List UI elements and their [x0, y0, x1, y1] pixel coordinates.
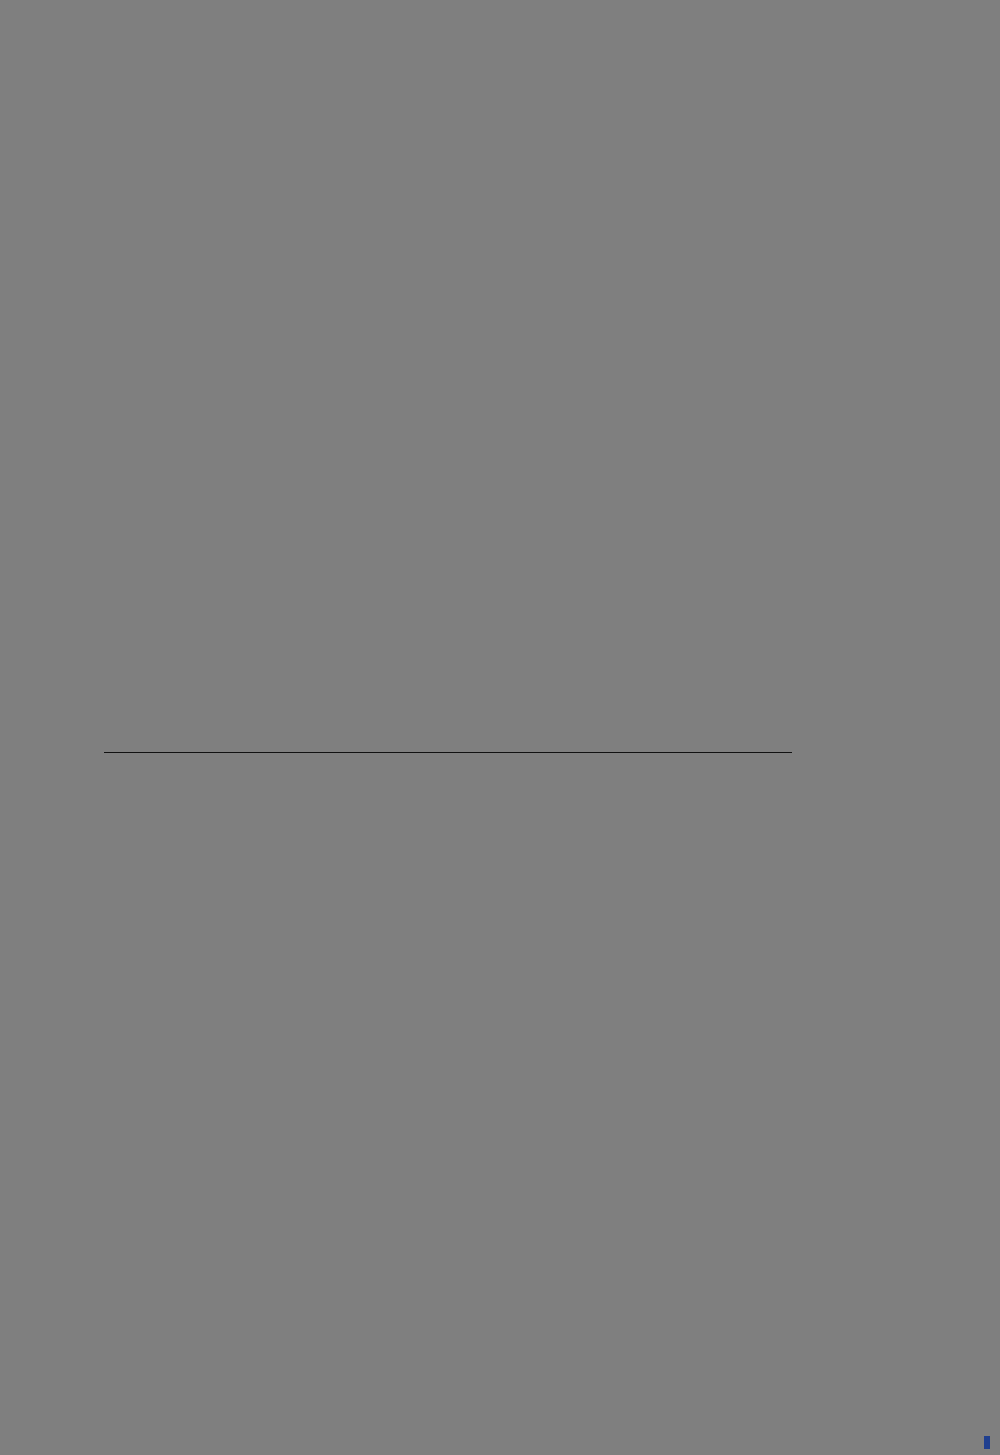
dfg-logo [984, 1436, 990, 1449]
apparatus-rule [104, 752, 792, 753]
page-header [0, 132, 1000, 158]
digitization-footer [980, 1434, 990, 1450]
critical-apparatus [144, 766, 166, 786]
